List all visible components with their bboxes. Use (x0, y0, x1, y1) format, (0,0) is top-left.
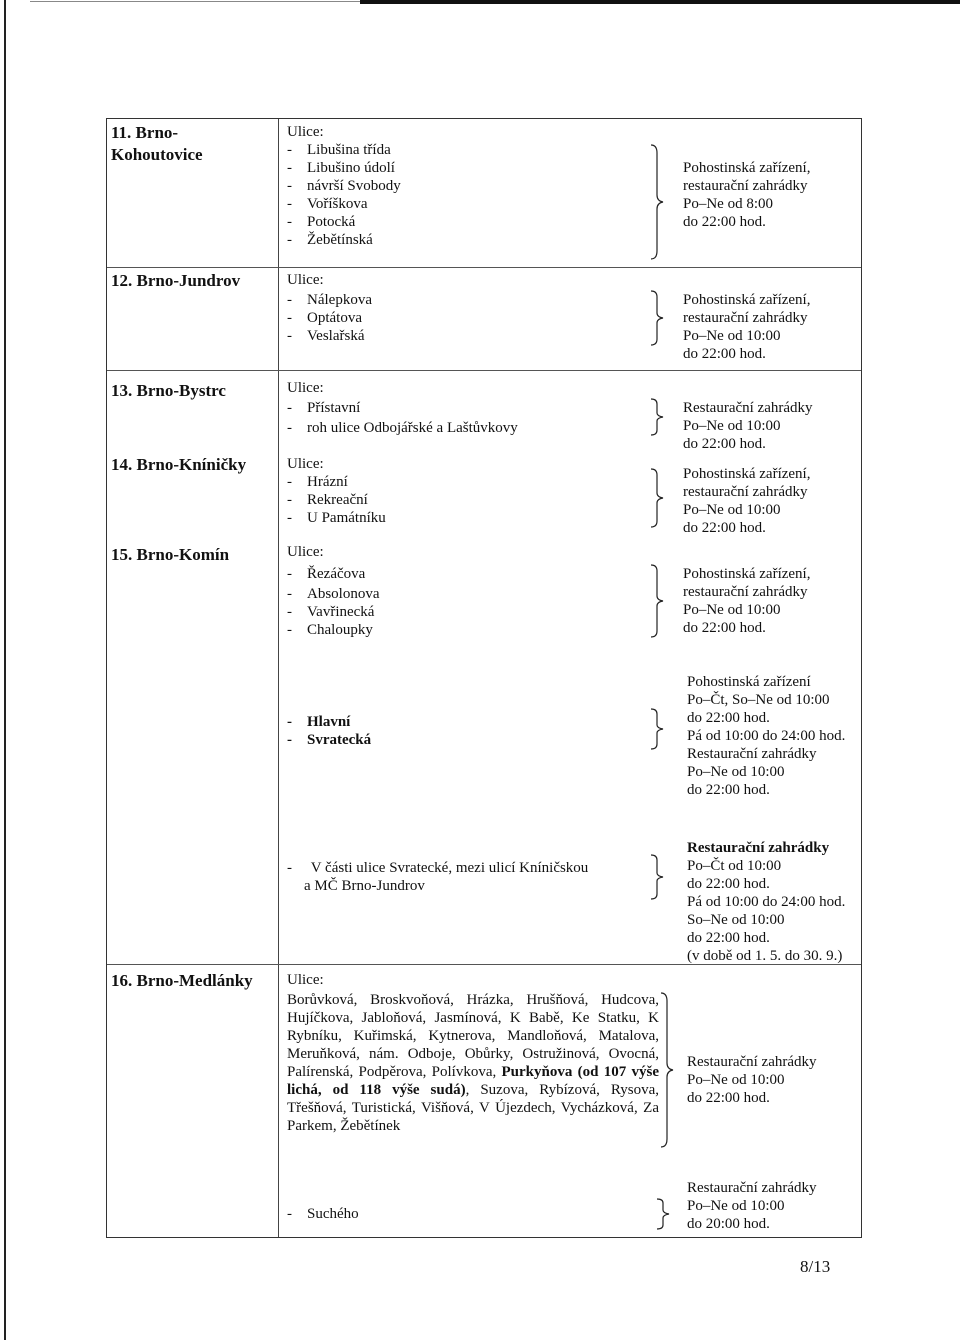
street-item-continuation: a MČ Brno-Jundrov (304, 878, 425, 894)
street-item: - Absolonova (287, 586, 380, 602)
street-item: - Vavřinecká (287, 604, 375, 620)
hours-line: Po–Ne od 10:00 (683, 328, 781, 344)
hours-line: (v době od 1. 5. do 30. 9.) (687, 948, 843, 964)
street-paragraph: Borůvková, Broskvoňová, Hrázka, Hrušňová, Hudcova, Hujíčkova, Jabloňová, Jasmínová, K Babě, Ke Statku, K Rybníku, Kuřimská, Kytnerova, Mandloňová, Matalova, Meruňková, nám. Odboje, Obůrky, Ostružinová, Ovocná, Palírenská, Podpěrova, Polívkova, Purkyňova (od 107 výše lichá, od 118 výše sudá), Suzova, Rybízová, Rysova, Třešňová, Turistická, Višňová, V Újezdech, Vycházková, Za Parkem, Žebětínek (287, 992, 659, 1134)
street-item: - Řezáčova (287, 566, 366, 582)
hours-line: do 22:00 hod. (683, 214, 766, 230)
hours-line: do 20:00 hod. (687, 1216, 770, 1232)
brace-icon (659, 991, 679, 1149)
street-item: - Libušina třída (287, 142, 391, 158)
hours-line: restaurační zahrádky (683, 310, 808, 326)
street-item: - roh ulice Odbojářské a Laštůvkovy (287, 420, 518, 436)
hours-line: Po–Ne od 10:00 (683, 418, 781, 434)
hours-line: restaurační zahrádky (683, 178, 808, 194)
street-item: - Hlavní (287, 714, 351, 730)
scan-left-edge (4, 0, 6, 1340)
ulice-label: Ulice: (287, 380, 324, 396)
hours-line: Po–Ne od 10:00 (687, 1198, 785, 1214)
hours-line: Pohostinská zařízení, (683, 566, 811, 582)
district-name: 12. Brno-Jundrov (111, 271, 241, 290)
street-item: - Nálepkova (287, 292, 372, 308)
hours-line: do 22:00 hod. (687, 930, 770, 946)
district-name: 13. Brno-Bystrc (111, 381, 226, 400)
brace-icon (655, 1197, 675, 1231)
scan-top-border (0, 0, 960, 4)
ulice-label: Ulice: (287, 124, 324, 140)
hours-line: Pá od 10:00 do 24:00 hod. (687, 728, 846, 744)
hours-line: do 22:00 hod. (687, 876, 770, 892)
hours-line: Restaurační zahrádky (687, 1180, 817, 1196)
hours-line: do 22:00 hod. (687, 1090, 770, 1106)
street-item: - Rekreační (287, 492, 368, 508)
hours-line: Po–Čt, So–Ne od 10:00 (687, 692, 830, 708)
hours-line: Po–Ne od 8:00 (683, 196, 773, 212)
ulice-label: Ulice: (287, 544, 324, 560)
street-item: - Přístavní (287, 400, 361, 416)
ulice-label: Ulice: (287, 456, 324, 472)
hours-line: Pohostinská zařízení (687, 674, 811, 690)
street-item: - Veslařská (287, 328, 365, 344)
street-item: - Optátova (287, 310, 362, 326)
hours-line: Pohostinská zařízení, (683, 292, 811, 308)
brace-icon (649, 289, 669, 347)
hours-line: do 22:00 hod. (683, 620, 766, 636)
hours-line: Po–Ne od 10:00 (687, 1072, 785, 1088)
district-name: 14. Brno-Kníničky (111, 455, 247, 474)
row-separator (107, 370, 861, 371)
hours-line: do 22:00 hod. (683, 520, 766, 536)
street-item: - Libušino údolí (287, 160, 395, 176)
hours-line: do 22:00 hod. (683, 346, 766, 362)
district-table (106, 118, 862, 1238)
hours-line: do 22:00 hod. (687, 782, 770, 798)
brace-icon (649, 853, 669, 901)
hours-line: Pohostinská zařízení, (683, 160, 811, 176)
street-item: - Voříškova (287, 196, 368, 212)
hours-line: restaurační zahrádky (683, 484, 808, 500)
street-item: - Potocká (287, 214, 356, 230)
street-item: - Chaloupky (287, 622, 373, 638)
street-item: - U Památníku (287, 510, 386, 526)
hours-line: Pohostinská zařízení, (683, 466, 811, 482)
ulice-label: Ulice: (287, 272, 324, 288)
hours-line: Po–Čt od 10:00 (687, 858, 782, 874)
hours-line: do 22:00 hod. (687, 710, 770, 726)
hours-line: So–Ne od 10:00 (687, 912, 785, 928)
brace-icon (649, 563, 669, 639)
brace-icon (649, 707, 669, 751)
hours-line: Po–Ne od 10:00 (683, 602, 781, 618)
district-name: Kohoutovice (111, 145, 203, 164)
district-name: 16. Brno-Medlánky (111, 971, 253, 990)
hours-line: Po–Ne od 10:00 (683, 502, 781, 518)
column-divider (278, 119, 279, 1237)
hours-title: Restaurační zahrádky (687, 840, 830, 856)
page-number: 8/13 (800, 1257, 831, 1276)
hours-line: restaurační zahrádky (683, 584, 808, 600)
brace-icon (649, 397, 669, 437)
street-item: - Žebětínská (287, 232, 373, 248)
street-item: - Hrázní (287, 474, 348, 490)
brace-icon (649, 467, 669, 529)
district-name: 15. Brno-Komín (111, 545, 230, 564)
row-separator (107, 267, 861, 268)
hours-line: Po–Ne od 10:00 (687, 764, 785, 780)
hours-line: Pá od 10:00 do 24:00 hod. (687, 894, 846, 910)
street-item: - Suchého (287, 1206, 359, 1222)
street-item: - V části ulice Svratecké, mezi ulicí Kníničskou (287, 860, 589, 876)
hours-line: do 22:00 hod. (683, 436, 766, 452)
hours-line: Restaurační zahrádky (683, 400, 813, 416)
brace-icon (649, 143, 669, 261)
district-name: 11. Brno- (111, 123, 179, 142)
ulice-label: Ulice: (287, 972, 324, 988)
hours-line: Restaurační zahrádky (687, 1054, 817, 1070)
street-item: - Svratecká (287, 732, 372, 748)
hours-line: Restaurační zahrádky (687, 746, 817, 762)
street-item: - návrší Svobody (287, 178, 401, 194)
